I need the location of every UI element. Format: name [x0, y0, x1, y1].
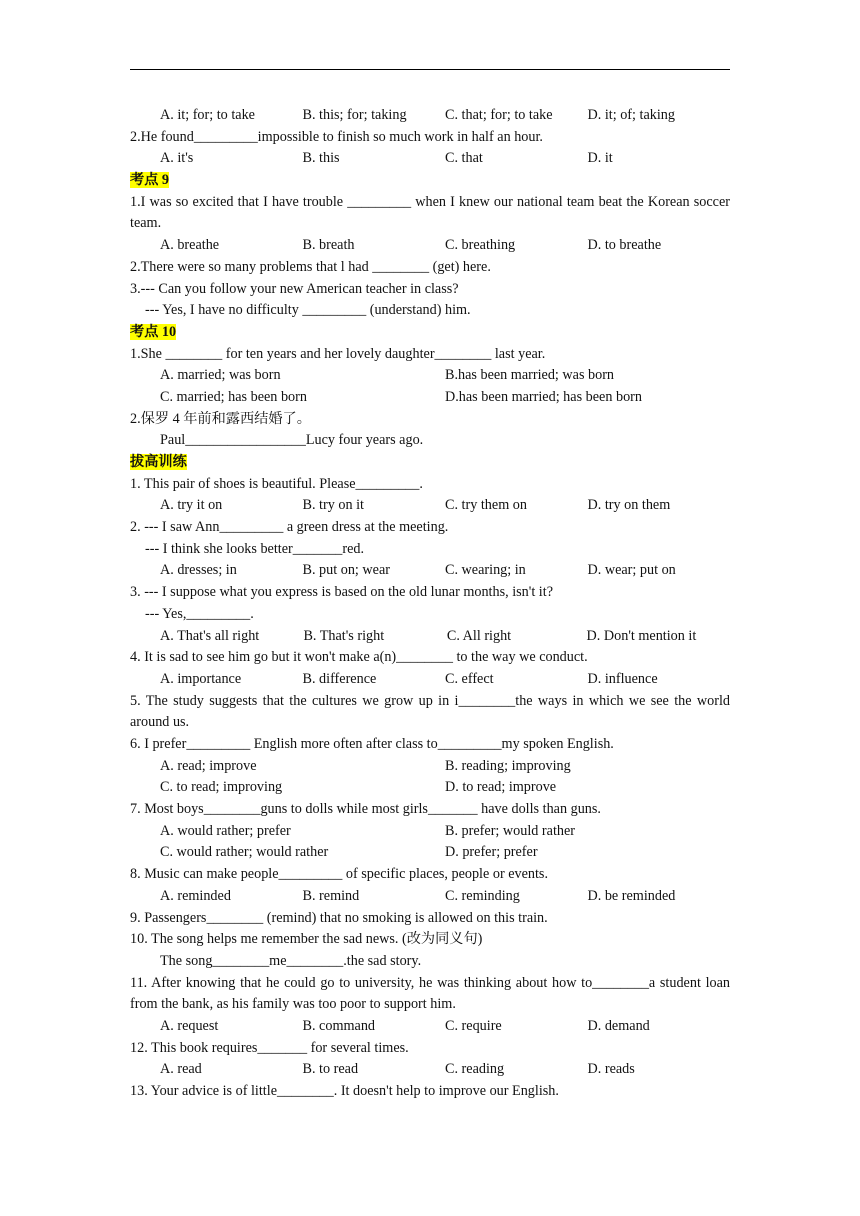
answer-option: A. read	[160, 1061, 202, 1078]
question-line: 2.He found_________impossible to finish so much work in half an hour.	[130, 128, 543, 145]
answer-option: C. breathing	[445, 237, 516, 254]
answer-option: C. would rather; would rather	[160, 844, 329, 861]
answer-option: A. breathe	[160, 237, 220, 254]
question-line: 1.She ________ for ten years and her lovely daughter________ last year.	[130, 345, 546, 362]
question-line: 4. It is sad to see him go but it won't make a(n)________ to the way we conduct.	[130, 649, 588, 666]
question-line: --- I think she looks better_______red.	[145, 540, 365, 557]
answer-option: A. dresses; in	[160, 562, 237, 579]
answer-option: B. command	[302, 1017, 376, 1034]
answer-options	[130, 886, 730, 908]
answer-option: A. it's	[160, 150, 194, 167]
question-line: 13. Your advice is of little________. It doesn't help to improve our English.	[130, 1083, 559, 1100]
question-paragraph: 5. The study suggests that the cultures we grow up in i________the ways in which we see the world around us.	[130, 692, 730, 731]
answer-options	[130, 1016, 730, 1038]
answer-option: C. to read; improving	[160, 779, 283, 796]
answer-option: C. reading	[445, 1061, 505, 1078]
answer-option: B. try on it	[302, 497, 364, 514]
answer-option: D. it	[587, 150, 613, 167]
section-heading	[130, 322, 730, 344]
answer-option: C. try them on	[445, 497, 527, 514]
document-body	[130, 105, 730, 1103]
answer-option: B. breath	[302, 237, 355, 254]
answer-option: D. to read; improve	[445, 779, 557, 796]
answer-option: B. this; for; taking	[302, 107, 407, 123]
answer-option: A. read; improve	[160, 757, 257, 774]
section-heading-label: 拔高训练	[130, 454, 187, 471]
answer-option: B. remind	[302, 887, 360, 904]
answer-option: D. reads	[587, 1061, 635, 1078]
answer-option: D. be reminded	[587, 887, 676, 904]
answer-option: A. request	[160, 1017, 219, 1034]
answer-option: A. reminded	[160, 887, 231, 904]
answer-option: D. to breathe	[587, 237, 662, 254]
answer-option: C. wearing; in	[445, 562, 526, 579]
question-line: The song________me________.the sad story.	[160, 952, 422, 969]
answer-options	[130, 1059, 730, 1081]
question-line: 2.保罗 4 年前和露西结婚了。	[130, 410, 311, 427]
answer-option: D. prefer; prefer	[445, 844, 538, 861]
answer-options	[130, 365, 730, 387]
answer-option: C. effect	[445, 670, 494, 687]
answer-option: A. married; was born	[160, 367, 281, 384]
section-heading	[130, 170, 730, 192]
answer-options	[130, 148, 730, 170]
answer-options	[130, 842, 730, 864]
question-line: --- Yes,_________.	[145, 605, 254, 622]
answer-option: D. Don't mention it	[586, 627, 697, 644]
question-paragraph: 11. After knowing that he could go to university, he was thinking about how to________a student loan from the bank, as his family was too poor to support him.	[130, 974, 730, 1013]
question-line: --- Yes, I have no difficulty _________ (understand) him.	[145, 302, 471, 319]
answer-option: C. require	[445, 1017, 502, 1034]
section-heading	[130, 452, 730, 474]
answer-option: B.has been married; was born	[445, 367, 615, 384]
answer-option: D. influence	[587, 670, 658, 687]
answer-option: A. try it on	[160, 497, 223, 514]
answer-option: D.has been married; has been born	[445, 388, 642, 405]
answer-options	[130, 669, 730, 691]
answer-options	[130, 821, 730, 843]
answer-option: A. That's all right	[160, 627, 260, 644]
question-line: 3.--- Can you follow your new American teacher in class?	[130, 280, 459, 297]
section-heading-label: 考点 9	[130, 172, 170, 189]
answer-options	[130, 560, 730, 582]
answer-option: C. married; has been born	[160, 388, 307, 405]
answer-option: A. would rather; prefer	[160, 822, 291, 839]
answer-options	[130, 387, 730, 409]
question-line: 7. Most boys________guns to dolls while most girls_______ have dolls than guns.	[130, 801, 601, 818]
answer-option: D. it; of; taking	[587, 107, 675, 123]
header-rule	[130, 69, 730, 70]
answer-option: B. difference	[302, 670, 377, 687]
answer-options	[130, 756, 730, 778]
answer-option: A. it; for; to take	[160, 107, 255, 123]
question-line: 12. This book requires_______ for several times.	[130, 1039, 409, 1056]
answer-option: B. to read	[302, 1061, 359, 1078]
answer-options	[130, 777, 730, 799]
question-line: 8. Music can make people_________ of specific places, people or events.	[130, 866, 549, 883]
answer-options	[130, 235, 730, 257]
answer-option: B. reading; improving	[445, 757, 571, 774]
question-line: 3. --- I suppose what you express is based on the old lunar months, isn't it?	[130, 584, 553, 601]
answer-option: B. put on; wear	[302, 562, 390, 579]
answer-options	[130, 105, 730, 127]
answer-options	[130, 495, 730, 517]
answer-option: C. that	[445, 150, 483, 167]
answer-option: D. try on them	[587, 497, 671, 514]
answer-options	[130, 626, 730, 648]
question-line: 2. --- I saw Ann_________ a green dress at the meeting.	[130, 519, 449, 536]
answer-option: B. this	[302, 150, 340, 167]
question-line: Paul_________________Lucy four years ago.	[160, 432, 424, 449]
answer-option: B. That's right	[303, 627, 385, 644]
question-line: 6. I prefer_________ English more often after class to_________my spoken English.	[130, 736, 614, 752]
section-heading-label: 考点 10	[130, 323, 177, 340]
answer-option: C. All right	[446, 627, 512, 644]
answer-option: A. importance	[160, 670, 242, 687]
answer-option: B. prefer; would rather	[445, 822, 576, 839]
answer-option: D. demand	[587, 1017, 650, 1034]
question-line: 1. This pair of shoes is beautiful. Please_________.	[130, 475, 423, 492]
answer-option: C. that; for; to take	[445, 107, 553, 123]
answer-option: D. wear; put on	[587, 562, 676, 579]
question-line: 2.There were so many problems that l had ________ (get) here.	[130, 258, 491, 275]
question-line: 10. The song helps me remember the sad news. (改为同义句)	[130, 931, 483, 948]
question-line: 9. Passengers________ (remind) that no smoking is allowed on this train.	[130, 909, 548, 926]
question-paragraph: 1.I was so excited that I have trouble _________ when I knew our national team beat the Korean soccer team.	[130, 193, 730, 232]
answer-option: C. reminding	[445, 887, 520, 904]
